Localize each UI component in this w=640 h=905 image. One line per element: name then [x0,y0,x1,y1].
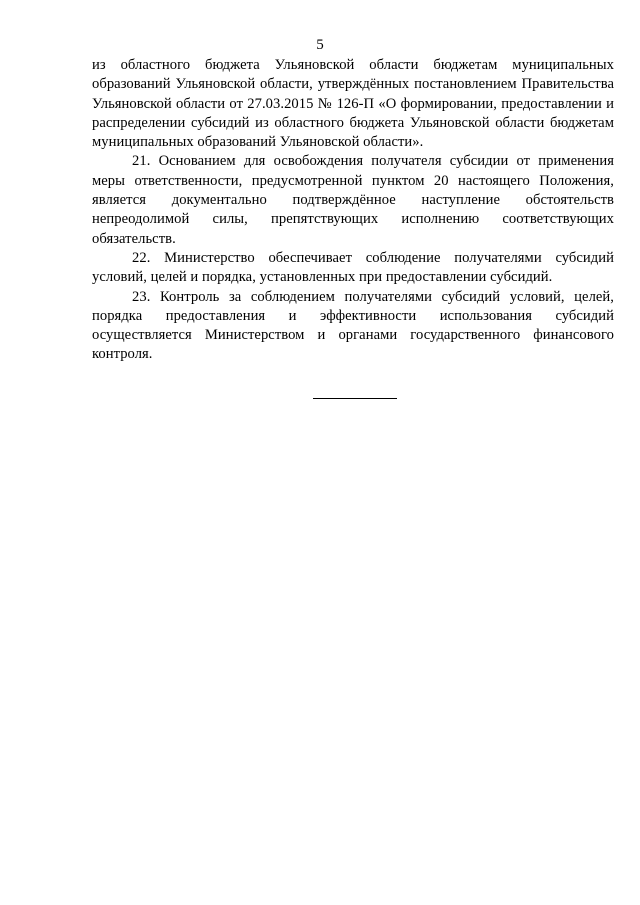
paragraph-23: 23. Контроль за соблюдением получателями субсидий условий, целей, порядка предоставления и эффективности использования субсидий осуществляется Министерством и органами государственного финансового контроля. [92,288,614,363]
paragraph-22: 22. Министерство обеспечивает соблюдение получателями субсидий условий, целей и порядка, установленных при предоставлении субсидий. [92,249,614,286]
end-of-document-rule [313,398,397,399]
page-number: 5 [316,37,324,53]
paragraph-21: 21. Основанием для освобождения получателя субсидии от применения меры ответственности, предусмотренной пунктом 20 настоящего Положения, является документально подтверждённое наступление обстоятельств непреодолимой силы, препятствующих исполнению соответствующих обязательств. [92,153,614,247]
document-body [92,56,614,365]
paragraph-continuation: из областного бюджета Ульяновской области бюджетам муниципальных образований Ульяновской области, утверждённых постановлением Правительства Ульяновской области от 27.03.2015 № 126-П «О формировании, предоставлении и распределении субсидий из областного бюджета Ульяновской области бюджетам муниципальных образований Ульяновской области». [92,57,614,151]
